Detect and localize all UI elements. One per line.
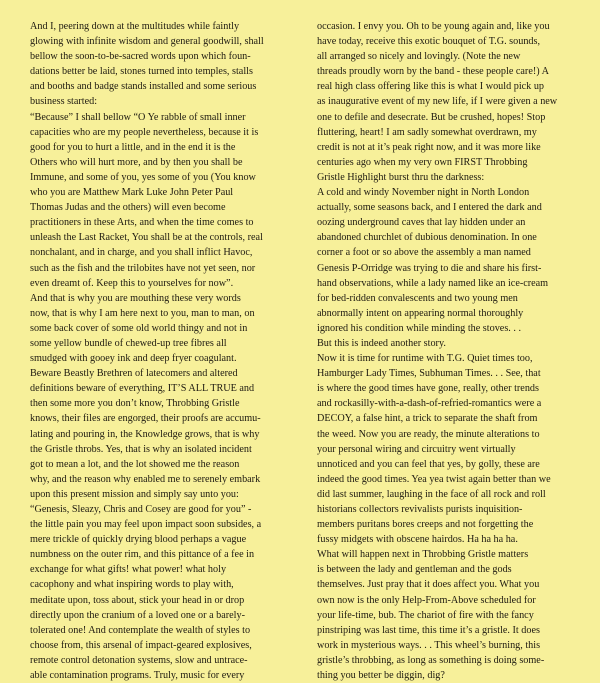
text-line: is where the good times have gone, really, other trends — [317, 383, 539, 395]
text-line: And I, peering down at the multitudes while faintly — [30, 21, 240, 32]
text-line: nonchalant, and in charge, and you shall inflict Havoc, — [30, 247, 253, 259]
text-line: actually, some seasons back, and I entered the dark and — [317, 202, 542, 214]
text-line: fluttering, heart! I am sadly somewhat overdrawn, my — [317, 126, 537, 138]
text-line: choose from, this arsenal of impact-geared explosives, — [30, 639, 252, 651]
text-line: members puritans bores creeps and not forgetting the — [317, 519, 534, 531]
text-line: lating and pouring in, the Knowledge grows, that is why — [30, 428, 260, 440]
text-line: have today, receive this exotic bouquet of T.G. sounds, — [317, 36, 541, 48]
text-line: hand observations, while a lady named like an ice-cream — [317, 277, 549, 289]
text-line: and rockasilly-with-a-dash-of-refried-romantics were a — [317, 398, 542, 410]
left-text-column — [30, 19, 298, 683]
text-line: your life-time, bub. The chariot of fire with the fancy — [317, 609, 534, 621]
text-line: able contamination programs. Truly, music for every — [30, 670, 245, 682]
text-line: Genesis P-Orridge was trying to die and share his first- — [317, 262, 542, 274]
text-line: thing you better be diggin, dig? — [317, 670, 445, 682]
text-line: And that is why you are mouthing these very words — [30, 292, 241, 304]
text-line: dations better be laid, stones turned into temples, stalls — [30, 66, 253, 78]
text-line: abandoned churchlet of dubious denomination. In one — [317, 232, 537, 244]
text-line: “Because” I shall bellow “O Ye rabble of small inner — [30, 111, 246, 123]
text-line: definitions beware of everything, IT’S ALL TRUE and — [30, 383, 255, 395]
text-line: got to mean a lot, and the lot showed me the reason — [30, 458, 240, 470]
text-line: real high class offering like this is what I would pick up — [317, 81, 545, 93]
text-line: fussy midgets with obscene hairdos. Ha ha ha ha. — [317, 534, 518, 546]
text-line: bellow the soon-to-be-sacred words upon which foun- — [30, 51, 251, 63]
text-line: But this is indeed another story. — [317, 337, 446, 349]
text-line: even dreamt of. Keep this to yourselves for now”. — [30, 277, 234, 289]
text-line: glowing with infinite wisdom and general goodwill, shall — [30, 36, 264, 48]
text-line: Others who will hurt more, and by then you shall be — [30, 156, 243, 168]
text-line: numbness on the outer rim, and this pittance of a fee in — [30, 549, 255, 561]
text-line: exchange for what gifts! what power! what holy — [30, 564, 227, 576]
text-line: the weed. Now you are ready, the minute alterations to — [317, 428, 540, 440]
text-line: ignored his condition while minding the stoves. . . — [317, 322, 522, 334]
text-line: tolerated one! And contemplate the wealth of styles to — [30, 624, 251, 636]
text-line: your personal wiring and circuitry went virtually — [317, 443, 516, 455]
text-line: good for you to hurt a little, and in the end it is the — [30, 141, 236, 153]
text-line: the Gristle throbs. Yes, that is why an isolated incident — [30, 443, 252, 455]
text-line: business started: — [30, 96, 98, 108]
text-line: mere trickle of quickly drying blood perhaps a vague — [30, 534, 247, 546]
text-line: Now it is time for runtime with T.G. Quiet times too, — [317, 353, 533, 365]
text-line: oozing underground caves that lay hidden under an — [317, 217, 526, 229]
text-line: own now is the only Help-From-Above scheduled for — [317, 594, 536, 606]
text-line: work in mysterious ways. . . This wheel’s burning, this — [317, 639, 541, 651]
text-line: credit is not at it’s peak right now, and it was more like — [317, 141, 541, 153]
text-line: Gristle Highlight burst thru the darkness: — [317, 171, 485, 183]
text-line: such as the fish and the trilobites have not yet seen, nor — [30, 262, 256, 274]
text-line: indeed the good times. Yea yea twist again better than we — [317, 473, 551, 485]
text-line: cacophony and what inspiring words to play with, — [30, 579, 234, 591]
text-line: centuries ago when my very own FIRST Throbbing — [317, 156, 528, 168]
text-line: upon this present mission and simply say unto you: — [30, 488, 239, 500]
text-line: remote control detonation systems, slow and untrace- — [30, 654, 248, 666]
text-line: gristle’s throbbing, as long as something is doing some- — [317, 654, 545, 666]
text-line: Hamburger Lady Times, Subhuman Times. . . See, that — [317, 368, 541, 380]
text-line: smudged with gooey ink and deep fryer coagulant. — [30, 353, 237, 365]
text-line: “Genesis, Sleazy, Chris and Cosey are good for you” - — [30, 504, 252, 515]
text-line: pinstriping was last time, this time it’s a gristle. It does — [317, 624, 540, 636]
text-line: for bed-ridden convalescents and two young men — [317, 292, 518, 304]
text-line: abnormally intent on appearing normal thoroughly — [317, 307, 524, 319]
text-line: A cold and windy November night in North London — [317, 187, 530, 199]
text-line: DECOY, a false hint, a trick to separate the shaft from — [317, 413, 538, 425]
text-line: threads proudly worn by the band - these people care!) A — [317, 66, 549, 78]
text-line: What will happen next in Throbbing Gristle matters — [317, 549, 529, 561]
right-text-column — [317, 19, 585, 683]
text-line: who you are Matthew Mark Luke John Peter Paul — [30, 187, 234, 199]
text-line: unnoticed and you can feel that yes, by golly, these are — [317, 458, 540, 470]
text-line: knows, their files are engorged, their proofs are accumu- — [30, 413, 261, 425]
text-line: unleash the Last Racket, You shall be at the controls, real — [30, 232, 263, 244]
text-line: themselves. Just pray that it does affect you. What you — [317, 579, 540, 591]
text-line: practitioners in these Arts, and when the time comes to — [30, 217, 254, 229]
text-line: Beware Beastly Brethren of latecomers and altered — [30, 368, 238, 380]
text-line: historians collectors revivalists purists inquisition- — [317, 504, 523, 515]
text-line: some yellow bundle of chewed-up tree fibres all — [30, 337, 227, 349]
text-line: all arranged so nicely and lovingly. (Note the new — [317, 51, 521, 63]
text-line: one to defile and desecrate. But be crushed, hopes! Stop — [317, 111, 546, 123]
text-line: corner a foot or so above the assembly a man named — [317, 247, 531, 259]
text-line: then some more you don’t know, Throbbing Gristle — [30, 398, 240, 410]
text-line: Thomas Judas and the others) will even become — [30, 202, 226, 214]
text-line: why, and the reason why enabled me to serenely embark — [30, 473, 261, 485]
text-line: is between the lady and gentleman and the gods — [317, 564, 512, 576]
text-line: now, that is why I am here next to you, man to man, on — [30, 307, 255, 319]
text-line: meditate upon, toss about, stick your head in or drop — [30, 594, 245, 606]
text-line: the little pain you may feel upon impact soon subsides, a — [30, 519, 262, 531]
text-line: as inaugurative event of my new life, if I were given a new — [317, 96, 558, 108]
text-line: and booths and badge stands installed and some serious — [30, 81, 257, 93]
text-line: some back cover of some old world thingy and not in — [30, 322, 248, 334]
text-line: directly upon the cranium of a loved one or a barely- — [30, 609, 245, 621]
text-line: capacities who are my people nevertheless, because it is — [30, 126, 259, 138]
text-line: did last summer, laughing in the face of all rock and roll — [317, 488, 546, 500]
text-line: occasion. I envy you. Oh to be young again and, like you — [317, 21, 550, 32]
text-line: Immune, and some of you, yes some of you (You know — [30, 171, 256, 183]
